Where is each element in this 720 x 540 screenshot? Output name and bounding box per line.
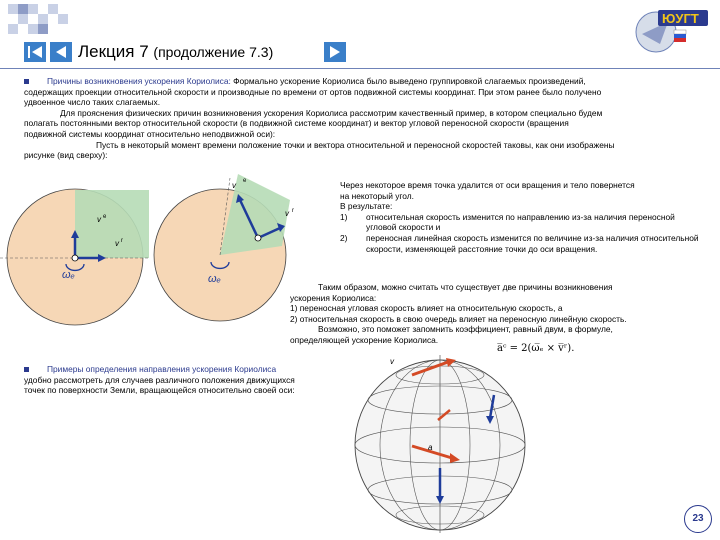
title-main: Лекция 7 [78,42,149,61]
label-ve-1: v [115,239,119,248]
wedge-rotated [220,174,290,255]
label-globe-a: a [428,443,433,452]
section-examples-line-0: удобно рассмотреть для случаев различного положения движущихся [24,374,295,385]
conclusion-line-0: Таким образом, можно считать что существует две причины возникновения [318,282,613,292]
list-num-1: 1) [340,211,348,222]
point-initial [72,255,78,261]
right-intro-2: В результате: [340,201,393,212]
coriolis-formula: a̅ᶜ = 2(ω̅ₑ × v̅ʳ). [497,343,575,354]
label-vr-1-sup: e [103,214,107,220]
list-item [340,212,700,233]
logo-text: ЮУГТ [662,11,699,26]
section-causes-line-6: Пусть в некоторый момент времени положение точки и вектора относительной и переносной скоростей таковы, как они изображены [96,139,615,150]
section-causes-heading: Причины возникновения ускорения Кориолиса: [47,76,231,86]
section-causes-line-3: Для прояснения физических причин возникновения ускорения Кориолиса рассмотрим качественный пример, в котором специально будем [60,107,603,118]
section-causes-line-0: Формально ускорение Кориолиса было выведено группировкой слагаемых произведений, [233,76,586,86]
label-vr-2: v [232,181,236,190]
label-omega-1: ωₑ [62,269,75,281]
list-text-2: переносная линейная скорость изменится по величине из-за наличия относительной скорости, изменяющей расстояние точки до оси вращения. [366,232,699,254]
right-intro-0: Через некоторое время точка удалится от оси вращения и тело повернется [340,180,635,190]
earth-globe [355,355,525,533]
conclusion-line-3: 2) относительная скорость в свою очередь влияет на переносную линейную скорость. [290,313,627,324]
wedge-initial [75,190,149,258]
section-causes-line-2: удвоенное число таких слагаемых. [24,97,161,108]
label-omega-2: ωₑ [208,273,221,285]
label-globe-v: v [390,357,394,366]
right-intro-1: на некоторый угол. [340,190,414,201]
label-ve-2: v [285,209,289,218]
conclusion-line-1: ускорения Кориолиса: [290,292,377,303]
list-item [340,233,700,254]
section-examples [24,364,354,396]
section-causes-line-7: рисунке (вид сверху): [24,150,108,161]
point-rotated [255,235,261,241]
conclusion-line-5: определяющей ускорение Кориолиса. [290,334,439,345]
bullet-icon [24,367,29,372]
label-ve-2-sup: r [292,208,294,214]
right-explanation [340,180,700,254]
label-ve-1-sup: r [121,238,123,244]
conclusion [290,282,710,346]
label-vr-1: v [97,215,101,224]
page-number: 23 [684,505,712,533]
list-text-1: относительная скорость изменится по направлению из-за наличия переносной угловой скорости и [366,211,675,233]
section-examples-heading: Примеры определения направления ускорения Кориолиса [47,364,277,374]
section-causes-line-4: полагать постоянными вектор относительной скорости (в подвижной системе координат) и вектор угловой переносной скорости (вращения [24,118,569,129]
conclusion-line-2: 1) переносная угловая скорость влияет на относительную скорость, а [290,303,563,314]
section-causes-line-5: подвижной системы координат относительно неподвижной оси): [24,128,276,139]
section-examples-line-1: точек по поверхности Земли, вращающейся относительно своей оси: [24,385,295,396]
conclusion-line-4: Возможно, это поможет запомнить коэффициент, равный двум, в формуле, [318,324,613,335]
section-causes-line-1: содержащих проекции относительной скорости и производные по времени от ортов подвижной системы координат. При этом ранее было получено [24,86,602,97]
title-subtitle: (продолжение 7.3) [153,44,274,60]
list-num-2: 2) [340,232,348,243]
label-vr-2-sup: e [243,178,247,184]
